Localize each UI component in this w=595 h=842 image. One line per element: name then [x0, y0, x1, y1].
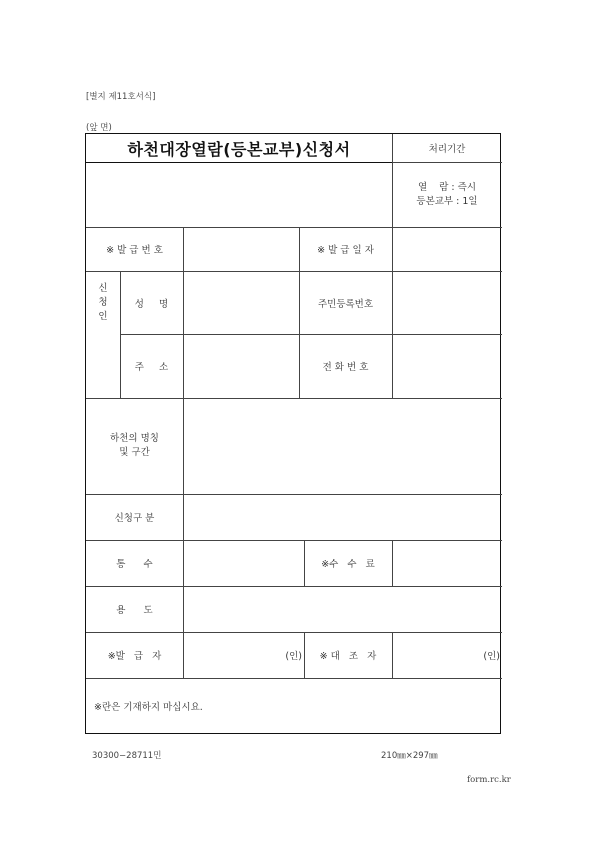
source-watermark: form.rc.kr: [467, 775, 511, 785]
applicant-char: 인: [98, 310, 108, 322]
phone-label: 전 화 번 호: [322, 362, 369, 373]
blank-area: [86, 163, 392, 227]
copies-field[interactable]: [184, 540, 304, 586]
issue-date-field[interactable]: [393, 227, 502, 271]
fee-field[interactable]: [393, 540, 502, 586]
front-side-label: (앞 면): [86, 123, 112, 133]
river-section-line: 및 구간: [119, 447, 150, 458]
seal-mark: (인): [285, 651, 302, 662]
application-type-label: 신청구 분: [114, 513, 155, 524]
seal-mark: (인): [483, 651, 500, 662]
name-field[interactable]: [184, 271, 299, 334]
applicant-char: 신: [98, 282, 108, 294]
issuer-seal-field[interactable]: [184, 632, 304, 678]
address-label: 주 소: [134, 362, 169, 373]
issue-number-label: ※ 발 급 번 호: [106, 245, 163, 256]
river-name-field[interactable]: [184, 398, 502, 494]
issue-number-field[interactable]: [184, 227, 299, 271]
applicant-label: [86, 271, 120, 334]
river-name-line: 하천의 명칭: [110, 433, 159, 444]
processing-period-value: [392, 163, 502, 227]
issuer-label: ※발 급 자: [107, 651, 162, 662]
address-field[interactable]: [184, 334, 299, 398]
name-label: 성 명: [134, 298, 169, 310]
issue-date-label: ※ 발 급 일 자: [317, 245, 374, 256]
form-number-label: [별지 제11호서식]: [86, 92, 156, 102]
processing-view: 열 람 : 즉시: [417, 182, 477, 193]
phone-field[interactable]: [393, 334, 502, 398]
verifier-label: ※ 대 조 자: [319, 651, 377, 662]
instruction-note: ※란은 기재하지 마십시요.: [94, 702, 203, 713]
purpose-label: 용 도: [116, 605, 153, 616]
copies-label: 통 수: [116, 559, 153, 570]
river-name-label: [86, 398, 183, 494]
resident-number-label: 주민등록번호: [317, 298, 374, 310]
applicant-char: 청: [98, 296, 108, 308]
application-form: [85, 133, 501, 734]
verifier-seal-field[interactable]: [393, 632, 502, 678]
resident-number-field[interactable]: [393, 271, 502, 334]
application-type-field[interactable]: [184, 494, 502, 540]
processing-period-header: 처리기간: [428, 144, 466, 155]
form-title: 하천대장열람(등본교부)신청서: [127, 139, 351, 159]
paper-size: 210㎜×297㎜: [381, 751, 438, 761]
purpose-field[interactable]: [184, 586, 502, 632]
form-code: 30300−28711민: [92, 751, 162, 761]
processing-copy: 등본교부 : 1일: [416, 196, 478, 207]
fee-label: ※수 수 료: [321, 559, 375, 570]
